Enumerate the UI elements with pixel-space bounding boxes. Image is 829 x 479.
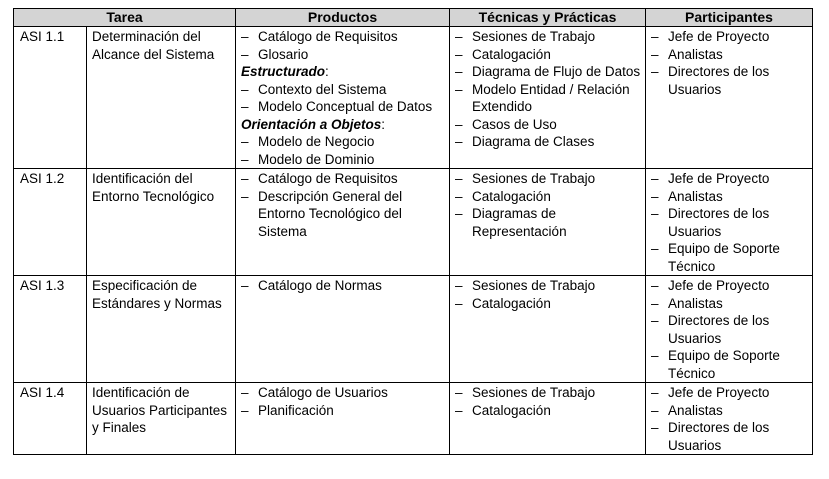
- participants-cell: [646, 27, 813, 169]
- product-item: – Modelo Conceptual de Datos: [241, 98, 445, 116]
- header-row: [14, 9, 813, 27]
- task-code-cell: ASI 1.3: [14, 276, 87, 383]
- table-row: [14, 169, 813, 276]
- participant-item: – Jefe de Proyecto: [651, 277, 808, 295]
- technique-item: – Sesiones de Trabajo: [455, 277, 641, 295]
- techniques-cell: [450, 27, 646, 169]
- products-list: [241, 170, 445, 240]
- participants-list: [651, 170, 808, 275]
- participants-cell: [646, 276, 813, 383]
- participant-item: – Directores de los Usuarios: [651, 312, 808, 347]
- techniques-cell: [450, 276, 646, 383]
- participants-list: [651, 28, 808, 98]
- participant-item: – Equipo de Soporte Técnico: [651, 347, 808, 382]
- products-cell: [236, 169, 450, 276]
- table-row: [14, 276, 813, 383]
- task-name-cell: Identificación del Entorno Tecnológico: [87, 169, 236, 276]
- products-group-heading: Orientación a Objetos:: [241, 116, 386, 132]
- techniques-list: [455, 28, 641, 151]
- product-item: – Descripción General del Entorno Tecnológico del Sistema: [241, 188, 445, 241]
- participant-item: – Analistas: [651, 295, 808, 313]
- technique-item: – Sesiones de Trabajo: [455, 384, 641, 402]
- product-item: – Modelo de Dominio: [241, 151, 445, 169]
- participants-cell: [646, 169, 813, 276]
- product-item: – Modelo de Negocio: [241, 133, 445, 151]
- table-row: [14, 383, 813, 455]
- products-list: [241, 384, 445, 419]
- technique-item: – Casos de Uso: [455, 116, 641, 134]
- products-list: [241, 277, 445, 295]
- task-code-cell: ASI 1.4: [14, 383, 87, 455]
- product-item: – Catálogo de Normas: [241, 277, 445, 295]
- participant-item: – Jefe de Proyecto: [651, 28, 808, 46]
- products-list: [241, 81, 445, 116]
- technique-item: – Catalogación: [455, 46, 641, 64]
- participant-item: – Directores de los Usuarios: [651, 205, 808, 240]
- participants-list: [651, 277, 808, 382]
- products-list: [241, 28, 445, 63]
- technique-item: – Diagramas de Representación: [455, 205, 641, 240]
- tasks-table: [13, 8, 813, 455]
- task-name-cell: Identificación de Usuarios Participantes y Finales: [87, 383, 236, 455]
- technique-item: – Sesiones de Trabajo: [455, 170, 641, 188]
- product-item: – Glosario: [241, 46, 445, 64]
- participant-item: – Jefe de Proyecto: [651, 384, 808, 402]
- product-item: – Catálogo de Requisitos: [241, 170, 445, 188]
- participant-item: – Jefe de Proyecto: [651, 170, 808, 188]
- products-cell: [236, 383, 450, 455]
- header-tecnicas: Técnicas y Prácticas: [450, 9, 646, 27]
- products-group-heading: Estructurado:: [241, 64, 329, 79]
- technique-item: – Diagrama de Flujo de Datos: [455, 63, 641, 81]
- table-row: [14, 27, 813, 169]
- technique-item: – Catalogación: [455, 188, 641, 206]
- task-name-cell: Especificación de Estándares y Normas: [87, 276, 236, 383]
- header-participantes: Participantes: [646, 9, 813, 27]
- technique-item: – Diagrama de Clases: [455, 133, 641, 151]
- product-item: – Catálogo de Usuarios: [241, 384, 445, 402]
- participants-cell: [646, 383, 813, 455]
- task-code-cell: ASI 1.2: [14, 169, 87, 276]
- products-cell: [236, 27, 450, 169]
- technique-item: – Sesiones de Trabajo: [455, 28, 641, 46]
- participant-item: – Analistas: [651, 46, 808, 64]
- techniques-list: [455, 170, 641, 240]
- participant-item: – Analistas: [651, 402, 808, 420]
- technique-item: – Catalogación: [455, 402, 641, 420]
- participant-item: – Equipo de Soporte Técnico: [651, 240, 808, 275]
- technique-item: – Catalogación: [455, 295, 641, 313]
- participant-item: – Directores de los Usuarios: [651, 419, 808, 454]
- participants-list: [651, 384, 808, 454]
- product-item: – Contexto del Sistema: [241, 81, 445, 99]
- technique-item: – Modelo Entidad / Relación Extendido: [455, 81, 641, 116]
- header-productos: Productos: [236, 9, 450, 27]
- products-list: [241, 133, 445, 168]
- participant-item: – Analistas: [651, 188, 808, 206]
- task-code-cell: ASI 1.1: [14, 27, 87, 169]
- header-tarea: Tarea: [14, 9, 236, 27]
- techniques-cell: [450, 383, 646, 455]
- techniques-cell: [450, 169, 646, 276]
- participant-item: – Directores de los Usuarios: [651, 63, 808, 98]
- products-cell: [236, 276, 450, 383]
- product-item: – Planificación: [241, 402, 445, 420]
- product-item: – Catálogo de Requisitos: [241, 28, 445, 46]
- techniques-list: [455, 277, 641, 312]
- techniques-list: [455, 384, 641, 419]
- task-name-cell: Determinación del Alcance del Sistema: [87, 27, 236, 169]
